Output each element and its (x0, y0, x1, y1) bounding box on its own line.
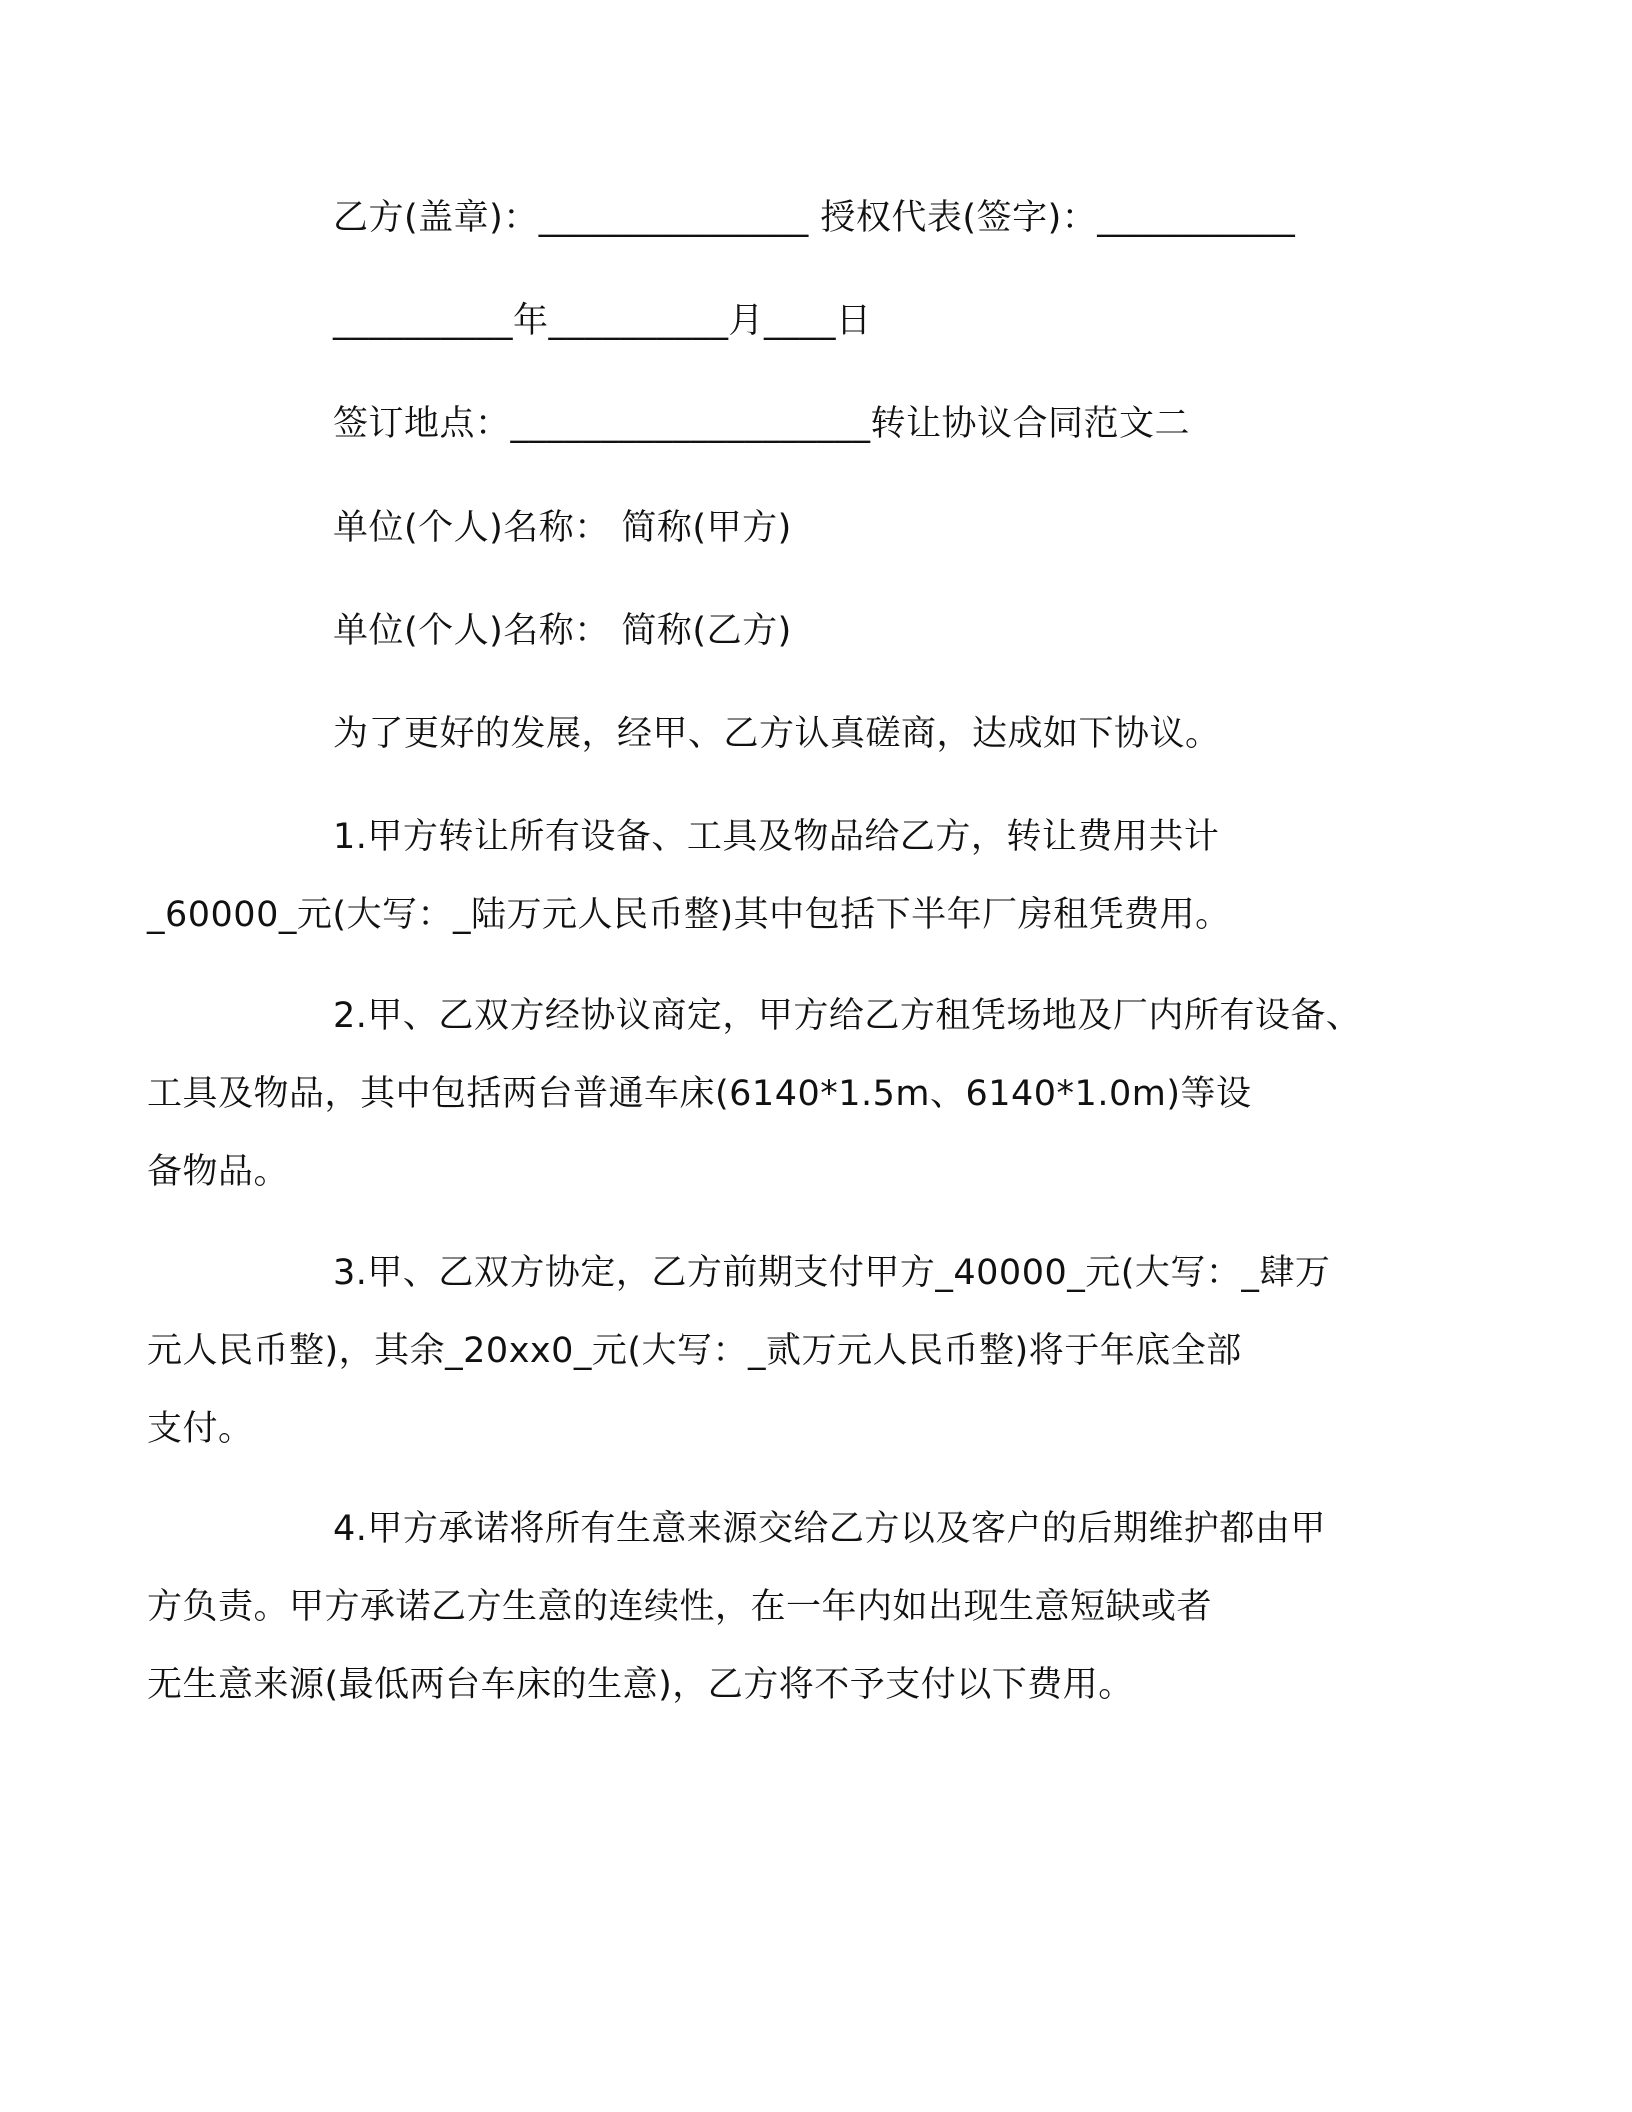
clause-2-line-1: 2.甲、乙双方经协议商定，甲方给乙方租凭场地及厂内所有设备、 (333, 996, 1362, 1036)
signature-line-party-b: 乙方(盖章)：_______________ 授权代表(签字)：___________ (333, 198, 1296, 238)
clause-4-line-3: 无生意来源(最低两台车床的生意)，乙方将不予支付以下费用。 (147, 1665, 1134, 1705)
party-b-name-line: 单位(个人)名称： 简称(乙方) (333, 611, 792, 651)
clause-4-line-2: 方负责。甲方承诺乙方生意的连续性，在一年内如出现生意短缺或者 (147, 1587, 1213, 1627)
clause-3 (147, 1234, 1400, 1468)
date-line: __________年__________月____日 (333, 301, 872, 341)
clause-2-line-3: 备物品。 (147, 1152, 290, 1192)
clause-3-line-3: 支付。 (147, 1409, 254, 1449)
clause-3-line-2: 元人民币整)，其余_20xx0_元(大写：_贰万元人民币整)将于年底全部 (147, 1331, 1242, 1371)
clause-2-line-2: 工具及物品，其中包括两台普通车床(6140*1.5m、6140*1.0m)等设 (147, 1074, 1252, 1114)
clause-2 (147, 977, 1400, 1211)
clause-1-line-2: _60000_元(大写：_陆万元人民币整)其中包括下半年厂房租凭费用。 (147, 895, 1231, 935)
intro-paragraph: 为了更好的发展，经甲、乙方认真磋商，达成如下协议。 (333, 714, 1221, 754)
party-a-name-line: 单位(个人)名称： 简称(甲方) (333, 508, 792, 548)
signing-place-line: 签订地点：____________________转让协议合同范文二 (333, 404, 1191, 444)
clause-3-line-1: 3.甲、乙双方协定，乙方前期支付甲方_40000_元(大写：_肆万 (333, 1253, 1331, 1293)
clause-1-line-1: 1.甲方转让所有设备、工具及物品给乙方，转让费用共计 (333, 817, 1220, 857)
clause-4-line-1: 4.甲方承诺将所有生意来源交给乙方以及客户的后期维护都由甲 (333, 1509, 1326, 1549)
clause-4 (147, 1490, 1400, 1724)
clause-1 (147, 798, 1400, 954)
